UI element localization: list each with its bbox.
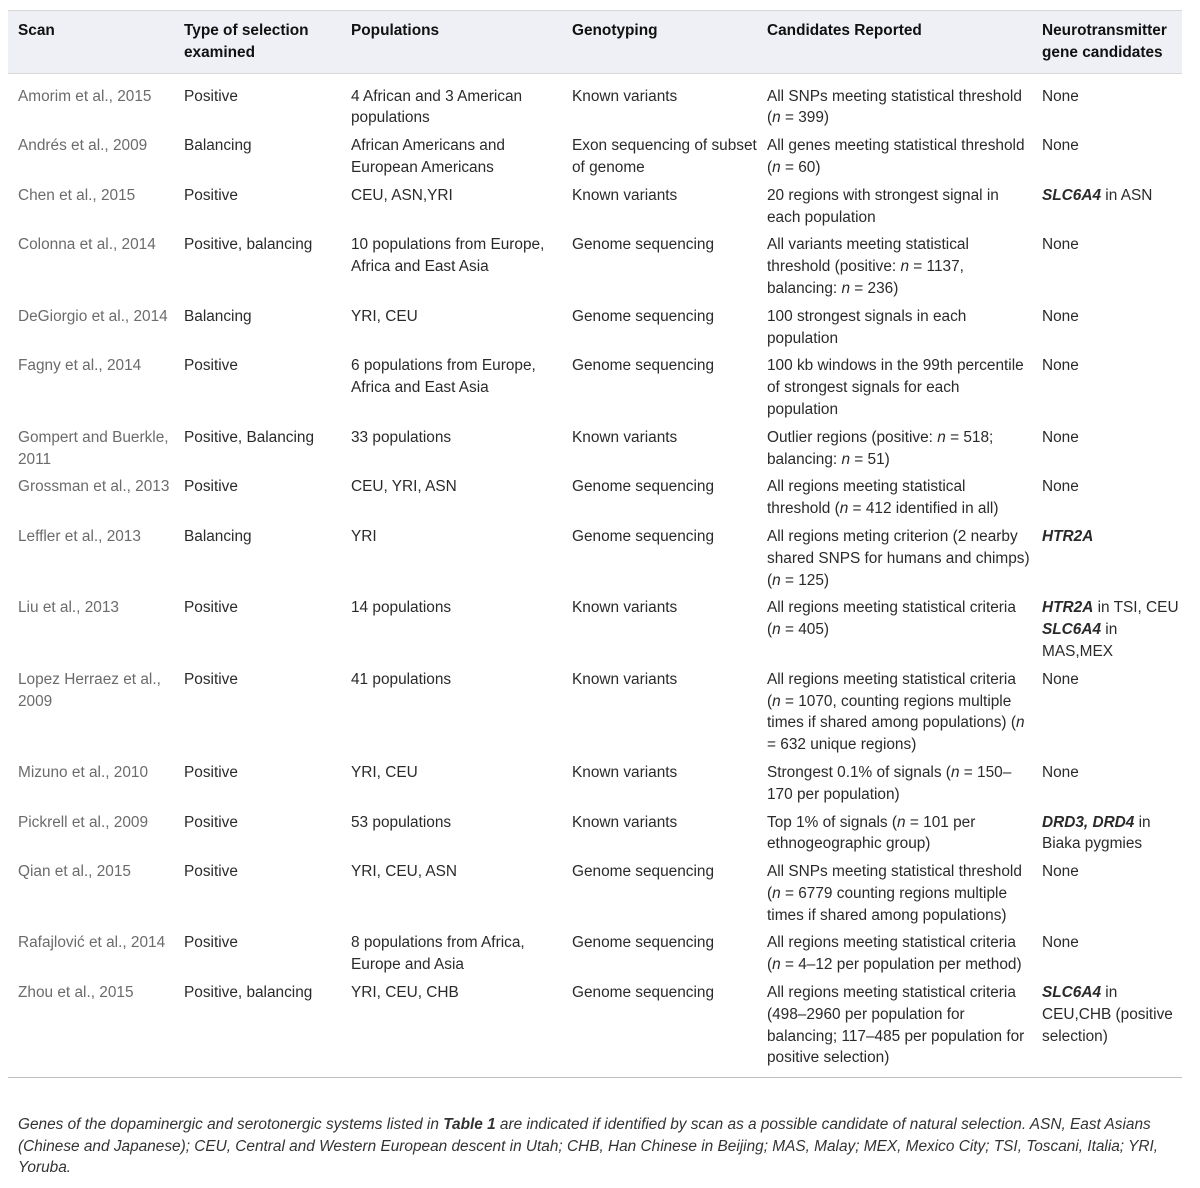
header-candidates-reported: Candidates Reported <box>757 11 1032 74</box>
table-row <box>8 425 1182 475</box>
cell-type: Positive, balancing <box>184 236 313 254</box>
cell-genotyping: Known variants <box>572 813 678 831</box>
cell-genes: None <box>1042 236 1079 254</box>
cell-candidates: All SNPs meeting statistical threshold (n = 399) <box>767 87 1022 127</box>
cell-type: Positive <box>184 813 238 831</box>
table-row <box>8 474 1182 524</box>
cell-genes: SLC6A4 in CEU,CHB (positive selection) <box>1032 980 1182 1078</box>
cell-scan: Leffler et al., 2013 <box>18 527 141 545</box>
table-row <box>8 810 1182 860</box>
cell-genotyping: Genome sequencing <box>572 307 715 325</box>
cell-genes: SLC6A4 in ASN <box>1042 186 1153 204</box>
table-row <box>8 930 1182 980</box>
cell-type: Positive <box>184 478 238 496</box>
cell-populations: 8 populations from Africa, Europe and Asia <box>351 934 525 974</box>
cell-populations: YRI <box>351 527 377 545</box>
cell-candidates: Strongest 0.1% of signals (n = 150–170 per population) <box>767 763 1012 803</box>
cell-type: Balancing <box>184 307 252 325</box>
cell-genes: None <box>1042 863 1079 881</box>
table-row <box>8 859 1182 930</box>
cell-type: Balancing <box>184 527 252 545</box>
cell-genotyping: Genome sequencing <box>572 478 715 496</box>
cell-populations: African Americans and European Americans <box>351 137 505 176</box>
cell-type: Positive <box>184 357 238 375</box>
cell-candidates: All regions meeting statistical criteria (n = 4–12 per population per method) <box>767 934 1022 974</box>
cell-type: Positive <box>184 934 238 952</box>
cell-type: Positive <box>184 863 238 881</box>
cell-scan: Chen et al., 2015 <box>18 186 136 204</box>
header-genotyping: Genotyping <box>562 11 757 74</box>
cell-populations: CEU, YRI, ASN <box>351 478 457 496</box>
cell-populations: 53 populations <box>351 813 452 831</box>
cell-genotyping: Genome sequencing <box>572 357 715 375</box>
cell-type: Positive <box>184 87 238 105</box>
cell-populations: YRI, CEU, CHB <box>341 980 562 1078</box>
cell-genes: HTR2A in TSI, CEU SLC6A4 in MAS,MEX <box>1042 599 1179 660</box>
cell-genotyping: Genome sequencing <box>572 236 715 254</box>
header-type-of-selection: Type of selection examined <box>174 11 341 74</box>
cell-populations: CEU, ASN,YRI <box>351 186 453 204</box>
table-row <box>8 304 1182 354</box>
table-row <box>8 667 1182 760</box>
cell-genotyping: Genome sequencing <box>572 527 715 545</box>
cell-populations: 6 populations from Europe, Africa and East Asia <box>351 357 536 397</box>
cell-type: Positive <box>184 186 238 204</box>
cell-scan: Mizuno et al., 2010 <box>18 763 149 781</box>
cell-genotyping: Exon sequencing of subset of genome <box>572 137 757 176</box>
header-neurotransmitter-genes: Neurotransmitter gene candidates <box>1032 11 1182 74</box>
cell-scan: Grossman et al., 2013 <box>18 478 170 496</box>
cell-candidates: All regions meting criterion (2 nearby shared SNPS for humans and chimps) (n = 125) <box>767 527 1030 589</box>
cell-genes: None <box>1042 307 1079 325</box>
cell-scan: Pickrell et al., 2009 <box>18 813 149 831</box>
cell-type: Positive, balancing <box>174 980 341 1078</box>
table-row <box>8 183 1182 233</box>
cell-candidates: All genes meeting statistical threshold (n = 60) <box>767 137 1025 176</box>
cell-genes: None <box>1042 357 1079 375</box>
cell-populations: YRI, CEU, ASN <box>351 863 458 881</box>
cell-type: Positive <box>184 670 238 688</box>
cell-type: Balancing <box>184 137 252 155</box>
table-row <box>8 73 1182 133</box>
cell-scan: Liu et al., 2013 <box>18 599 119 617</box>
selection-scans-table <box>8 10 1182 1078</box>
cell-candidates: 100 strongest signals in each population <box>767 307 967 347</box>
cell-scan: Zhou et al., 2015 <box>8 980 174 1078</box>
cell-populations: 14 populations <box>351 599 452 617</box>
table-footnote: Genes of the dopaminergic and serotonergic systems listed in Table 1 are indicated if identified by scan as a possible candidate of natural selection. ASN, East Asians (Chinese and Japanese); CEU, Central and Western European descent in Utah; CHB, Han Chinese in Beijing; MAS, Malay; MEX, Mexico City; TSI, Toscani, Italia; YRI, Yoruba. <box>18 1116 1159 1177</box>
cell-genotyping: Known variants <box>572 763 678 781</box>
cell-type: Positive <box>184 599 238 617</box>
cell-candidates: 100 kb windows in the 99th percentile of strongest signals for each population <box>767 357 1024 418</box>
cell-genotyping: Genome sequencing <box>572 934 715 952</box>
cell-genes: None <box>1042 87 1079 105</box>
cell-populations: 4 African and 3 American populations <box>351 87 523 127</box>
cell-populations: 41 populations <box>351 670 452 688</box>
table-row <box>8 133 1182 183</box>
cell-populations: YRI, CEU <box>351 763 418 781</box>
cell-genotyping: Known variants <box>572 87 678 105</box>
cell-genes: None <box>1042 428 1079 446</box>
table-row <box>8 595 1182 666</box>
cell-genes: DRD3, DRD4 in Biaka pygmies <box>1042 813 1151 853</box>
cell-scan: Qian et al., 2015 <box>18 863 131 881</box>
cell-scan: Fagny et al., 2014 <box>18 357 142 375</box>
cell-candidates: All regions meeting statistical criteria (498–2960 per population for balancing; 117–485 per population for positive selection) <box>757 980 1032 1078</box>
header-populations: Populations <box>341 11 562 74</box>
cell-populations: 33 populations <box>351 428 452 446</box>
cell-type: Positive <box>184 763 238 781</box>
cell-genotyping: Known variants <box>572 186 678 204</box>
cell-candidates: All regions meeting statistical threshold (n = 412 identified in all) <box>767 478 999 518</box>
table-row <box>8 980 1182 1078</box>
cell-scan: Colonna et al., 2014 <box>18 236 156 254</box>
cell-candidates: Top 1% of signals (n = 101 per ethnogeographic group) <box>767 813 976 853</box>
cell-scan: Rafajlović et al., 2014 <box>18 934 166 952</box>
cell-candidates: All SNPs meeting statistical threshold (n = 6779 counting regions multiple times if shared among populations) <box>767 863 1022 924</box>
table-row <box>8 524 1182 595</box>
cell-candidates: All variants meeting statistical threshold (positive: n = 1137, balancing: n = 236) <box>767 236 969 297</box>
cell-scan: Andrés et al., 2009 <box>18 137 148 155</box>
cell-type: Positive, Balancing <box>184 428 315 446</box>
cell-scan: DeGiorgio et al., 2014 <box>18 307 168 325</box>
header-scan: Scan <box>8 11 174 74</box>
cell-populations: YRI, CEU <box>351 307 418 325</box>
cell-genes: None <box>1042 763 1079 781</box>
cell-candidates: All regions meeting statistical criteria (n = 405) <box>767 599 1016 639</box>
cell-genotyping: Genome sequencing <box>562 980 757 1078</box>
cell-genotyping: Known variants <box>572 599 678 617</box>
cell-candidates: All regions meeting statistical criteria (n = 1070, counting regions multiple times if shared among populations) (n = 632 unique regions) <box>767 670 1025 754</box>
header-row <box>8 11 1182 74</box>
cell-candidates: 20 regions with strongest signal in each population <box>767 186 999 226</box>
cell-scan: Lopez Herraez et al., 2009 <box>18 670 161 710</box>
table-row <box>8 353 1182 424</box>
cell-scan: Gompert and Buerkle, 2011 <box>18 428 169 468</box>
cell-genes: HTR2A <box>1042 527 1094 545</box>
cell-candidates: Outlier regions (positive: n = 518; balancing: n = 51) <box>767 428 994 468</box>
cell-genotyping: Known variants <box>572 670 678 688</box>
table-row <box>8 232 1182 303</box>
cell-genes: None <box>1042 137 1079 155</box>
cell-genes: None <box>1042 934 1079 952</box>
table-container <box>8 10 1182 1078</box>
table-row <box>8 760 1182 810</box>
cell-populations: 10 populations from Europe, Africa and East Asia <box>351 236 545 276</box>
cell-genotyping: Genome sequencing <box>572 863 715 881</box>
table-body <box>8 73 1182 1078</box>
cell-genes: None <box>1042 670 1079 688</box>
cell-genotyping: Known variants <box>572 428 678 446</box>
cell-genes: None <box>1042 478 1079 496</box>
cell-scan: Amorim et al., 2015 <box>18 87 152 105</box>
